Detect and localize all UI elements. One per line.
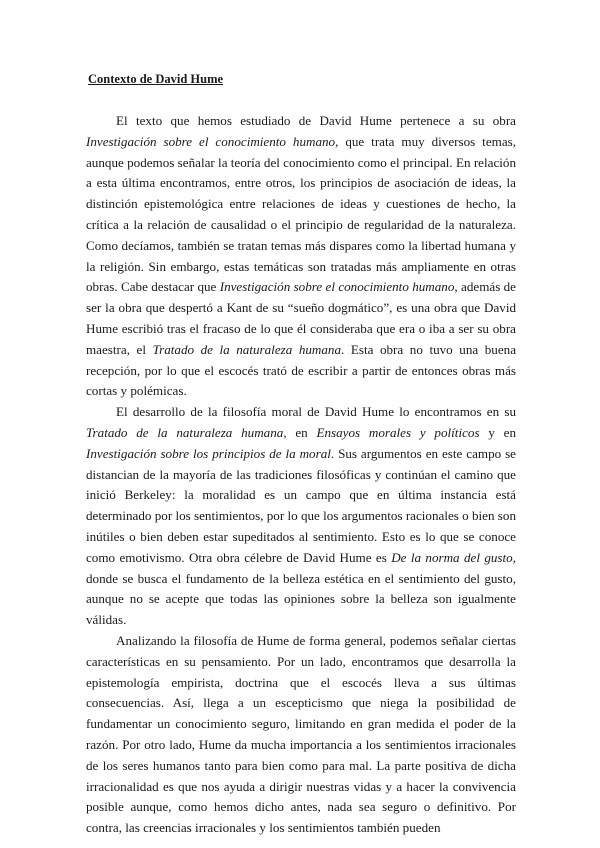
italic-text: De la norma del gusto <box>391 549 513 565</box>
document-title: Contexto de David Hume <box>88 72 224 86</box>
text-segment: , en <box>283 424 317 440</box>
text-segment: Analizando la filosofía de Hume de forma general, podemos señalar ciertas características en su pensamiento. Por un lado, encontramos que desarrolla la epistemología empirista, doctrina que el escocés lleva a sus últimas consecuencias. Así, llega a un escepticismo que niega la posibilidad de fundamentar un conocimiento seguro, limitando en gran medida el poder de la razón. Por otro lado, Hume da mucha importancia a los sentimientos irracionales de los seres humanos tanto para bien como para mal. La parte positiva de dicha irracionalidad es que nos ayuda a dirigir nuestras vidas y a hacer la convivencia posible aunque, como hemos dicho antes, nada sea seguro o definitivo. Por contra, las creencias irracionales y los sentimientos también pueden <box>86 632 516 836</box>
italic-text: Investigación sobre los principios de la moral <box>86 445 331 461</box>
paragraph <box>86 631 516 839</box>
paragraph <box>86 111 516 402</box>
document-body <box>86 111 516 839</box>
text-segment: , que trata muy diversos temas, aunque podemos señalar la teoría del conocimiento como el principal. En relación a esta última encontramos, entre otros, los principios de asociación de ideas, la distinción epistemológica entre relaciones de ideas y cuestiones de hecho, la crítica a la relación de causalidad o el principio de regularidad de la naturaleza. Como decíamos, también se tratan temas más dispares como la libertad humana y la religión. Sin embargo, estas temáticas son tratadas más ampliamente en otras obras. Cabe destacar que <box>86 133 517 295</box>
text-segment: El texto que hemos estudiado de David Hume pertenece a su obra <box>116 113 516 128</box>
text-segment: y en <box>479 424 516 440</box>
italic-text: Tratado de la naturaleza humana <box>152 341 342 357</box>
text-segment: El desarrollo de la filosofía moral de David Hume lo encontramos en su <box>116 404 516 420</box>
italic-text: Ensayos morales y políticos <box>316 424 480 440</box>
text-segment: . Esta obra no tuvo una buena recepción, por lo que el escocés trató de escribir a partir de entonces obras más cortas y polémicas. <box>86 341 517 399</box>
paragraph <box>86 402 516 631</box>
text-segment: . Sus argumentos en este campo se distancian de la mayoría de las tradiciones filosóficas y continúan el camino que inició Berkeley: la moralidad es un campo que en última instancia está determinado por los sentimientos, por lo que los argumentos racionales o bien son inútiles o bien deben estar supeditados al sentimiento. Esto es lo que se conoce como emotivismo. Otra obra célebre de David Hume es <box>86 445 516 565</box>
text-segment: , donde se busca el fundamento de la belleza estética en el sentimiento del gusto, aunque no se acepte que todas las opiniones sobre la belleza son igualmente válidas. <box>86 549 516 628</box>
text-segment: , además de ser la obra que despertó a Kant de su “sueño dogmático”, es una obra que David Hume escribió tras el fracaso de lo que él consideraba que era o iba a ser su obra maestra, el <box>86 279 516 357</box>
italic-text: Tratado de la naturaleza humana <box>86 424 284 440</box>
italic-text: Investigación sobre el conocimiento humano <box>219 279 455 295</box>
italic-text: Investigación sobre el conocimiento humano <box>86 133 336 149</box>
